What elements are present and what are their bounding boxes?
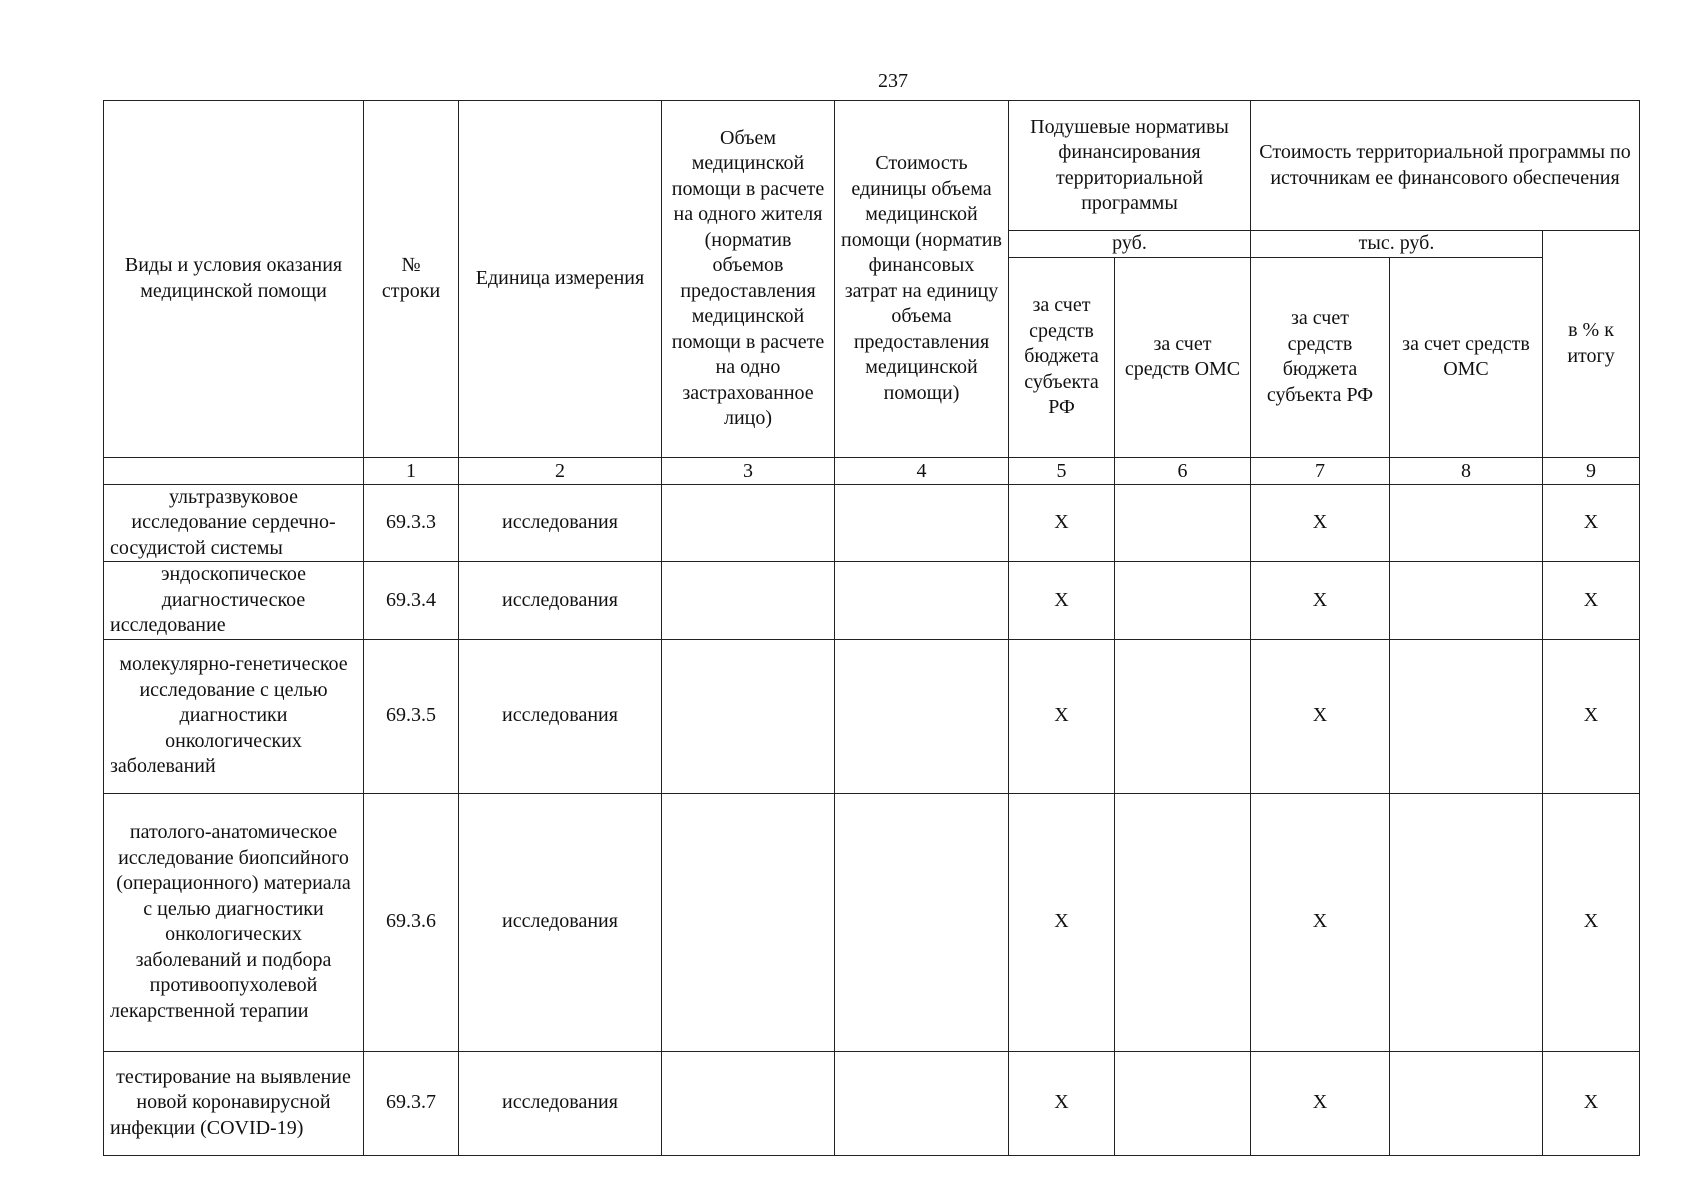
row-col4 bbox=[835, 484, 1009, 562]
header-unit-rub: руб. bbox=[1009, 231, 1251, 258]
row-col9: X bbox=[1543, 1051, 1640, 1155]
row-name: эндоскопическое диагностическое исследование bbox=[104, 562, 364, 640]
table-row bbox=[104, 484, 1640, 562]
row-unit: исследования bbox=[459, 562, 662, 640]
row-col4 bbox=[835, 1051, 1009, 1155]
row-col4 bbox=[835, 793, 1009, 1051]
header-col6: за счет средств ОМС bbox=[1115, 257, 1251, 457]
row-col3 bbox=[662, 639, 835, 793]
row-unit: исследования bbox=[459, 639, 662, 793]
table-row bbox=[104, 639, 1640, 793]
row-col6 bbox=[1115, 484, 1251, 562]
row-name: ультразвуковое исследование сердечно-сосудистой системы bbox=[104, 484, 364, 562]
header-unit: Единица измерения bbox=[459, 101, 662, 458]
column-number: 2 bbox=[459, 457, 662, 484]
row-col7: X bbox=[1251, 562, 1390, 640]
row-number: 69.3.3 bbox=[364, 484, 459, 562]
row-col9: X bbox=[1543, 484, 1640, 562]
header-col8: за счет средств ОМС bbox=[1390, 257, 1543, 457]
row-col3 bbox=[662, 1051, 835, 1155]
row-col3 bbox=[662, 793, 835, 1051]
row-col6 bbox=[1115, 639, 1251, 793]
row-col6 bbox=[1115, 562, 1251, 640]
row-unit: исследования bbox=[459, 484, 662, 562]
row-col5: X bbox=[1009, 639, 1115, 793]
row-unit: исследования bbox=[459, 1051, 662, 1155]
row-col4 bbox=[835, 639, 1009, 793]
column-number: 3 bbox=[662, 457, 835, 484]
row-col3 bbox=[662, 484, 835, 562]
column-number: 8 bbox=[1390, 457, 1543, 484]
row-col6 bbox=[1115, 793, 1251, 1051]
row-col8 bbox=[1390, 793, 1543, 1051]
row-col7: X bbox=[1251, 484, 1390, 562]
header-col7: за счет средств бюджета субъекта РФ bbox=[1251, 257, 1390, 457]
column-number: 4 bbox=[835, 457, 1009, 484]
row-col4 bbox=[835, 562, 1009, 640]
row-col7: X bbox=[1251, 793, 1390, 1051]
column-number-row bbox=[104, 457, 1640, 484]
row-col5: X bbox=[1009, 1051, 1115, 1155]
header-col5: за счет средств бюджета субъекта РФ bbox=[1009, 257, 1115, 457]
row-col5: X bbox=[1009, 484, 1115, 562]
table-row bbox=[104, 1051, 1640, 1155]
column-number bbox=[104, 457, 364, 484]
row-col3 bbox=[662, 562, 835, 640]
table-row bbox=[104, 793, 1640, 1051]
table-row bbox=[104, 562, 1640, 640]
row-col9: X bbox=[1543, 562, 1640, 640]
header-cost: Стоимость единицы объема медицинской помощи (норматив финансовых затрат на единицу объема предоставления медицинской помощи) bbox=[835, 101, 1009, 458]
financing-table bbox=[103, 100, 1640, 1156]
row-col7: X bbox=[1251, 639, 1390, 793]
row-col7: X bbox=[1251, 1051, 1390, 1155]
row-col8 bbox=[1390, 1051, 1543, 1155]
row-col8 bbox=[1390, 639, 1543, 793]
row-number: 69.3.4 bbox=[364, 562, 459, 640]
row-number: 69.3.5 bbox=[364, 639, 459, 793]
row-unit: исследования bbox=[459, 793, 662, 1051]
header-col9: в % к итогу bbox=[1543, 231, 1640, 458]
header-program-cost: Стоимость территориальной программы по источникам ее финансового обеспечения bbox=[1251, 101, 1640, 231]
row-col6 bbox=[1115, 1051, 1251, 1155]
header-unit-thousand-rub: тыс. руб. bbox=[1251, 231, 1543, 258]
column-number: 9 bbox=[1543, 457, 1640, 484]
header-row-no: № строки bbox=[364, 101, 459, 458]
column-number: 5 bbox=[1009, 457, 1115, 484]
header-per-capita: Подушевые нормативы финансирования территориальной программы bbox=[1009, 101, 1251, 231]
row-col9: X bbox=[1543, 793, 1640, 1051]
row-number: 69.3.6 bbox=[364, 793, 459, 1051]
column-number: 6 bbox=[1115, 457, 1251, 484]
row-col8 bbox=[1390, 484, 1543, 562]
row-name: патолого-анатомическое исследование биопсийного (операционного) материала с целью диагностики онкологических заболеваний и подбора противоопухолевой лекарственной терапии bbox=[104, 793, 364, 1051]
column-number: 7 bbox=[1251, 457, 1390, 484]
header-volume: Объем медицинской помощи в расчете на одного жителя (норматив объемов предоставления медицинской помощи в расчете на одно застрахованное лицо) bbox=[662, 101, 835, 458]
header-kind: Виды и условия оказания медицинской помощи bbox=[104, 101, 364, 458]
row-col5: X bbox=[1009, 793, 1115, 1051]
row-col9: X bbox=[1543, 639, 1640, 793]
row-name: молекулярно-генетическое исследование с целью диагностики онкологических заболеваний bbox=[104, 639, 364, 793]
row-number: 69.3.7 bbox=[364, 1051, 459, 1155]
row-col8 bbox=[1390, 562, 1543, 640]
column-number: 1 bbox=[364, 457, 459, 484]
page-number: 237 bbox=[878, 70, 908, 92]
row-col5: X bbox=[1009, 562, 1115, 640]
row-name: тестирование на выявление новой коронавирусной инфекции (COVID-19) bbox=[104, 1051, 364, 1155]
